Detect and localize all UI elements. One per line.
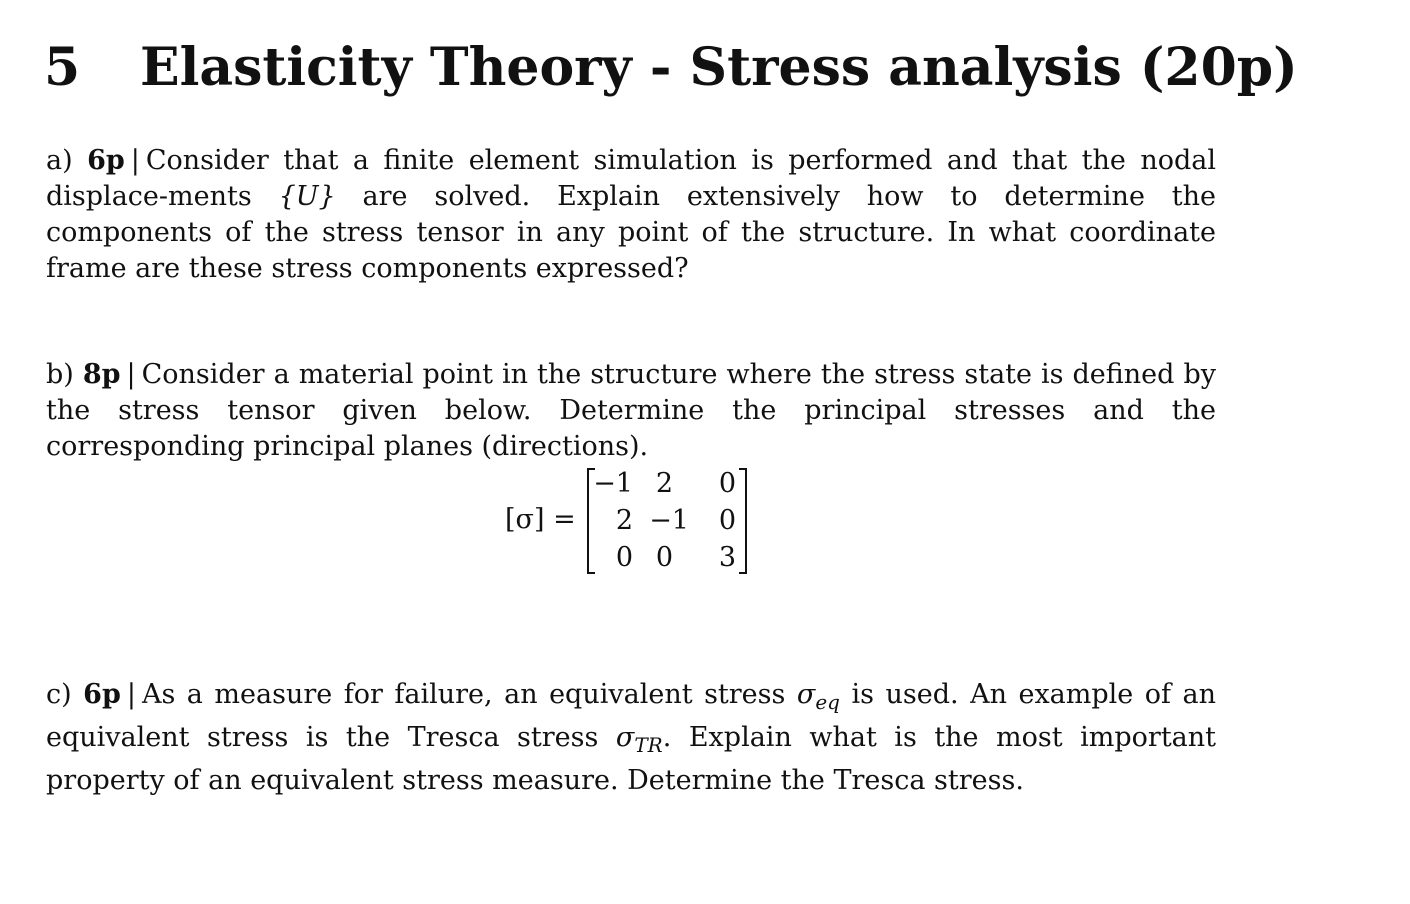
matrix-cell: 0: [718, 505, 736, 536]
question-label: a): [46, 145, 73, 176]
question-b: [46, 357, 1216, 465]
separator: |: [126, 679, 136, 710]
section-number: 5: [44, 37, 81, 98]
question-c: [46, 677, 1216, 799]
equivalent-stress-subscript: eq: [815, 690, 840, 714]
question-points: 6p: [87, 145, 125, 176]
right-bracket: [739, 468, 747, 574]
separator: |: [130, 145, 140, 176]
question-text: Consider a material point in the structure where the stress state is defined by the stress tensor given below. Determine the principal stresses and the corresponding principal planes (directions).: [46, 359, 1216, 462]
question-text: Consider that a finite element simulation is performed and that the nodal displace-ments: [46, 145, 1216, 212]
section-title: Elasticity Theory - Stress analysis (20p): [140, 37, 1298, 98]
question-label: c): [46, 679, 72, 710]
equivalent-stress-symbol: σ: [796, 679, 816, 710]
question-a: [46, 143, 1216, 287]
matrix-cell: 2: [615, 505, 633, 536]
tresca-stress-subscript: TR: [634, 733, 663, 757]
matrix-cell: 0: [655, 542, 673, 573]
matrix-cell: 2: [655, 468, 673, 499]
matrix-cell: 3: [718, 542, 736, 573]
question-text: are solved. Explain extensively how to determine the components of the stress tensor in any point of the structure. In what coordinate frame are these stress components expressed?: [46, 181, 1216, 284]
question-label: b): [46, 359, 74, 390]
question-text: As a measure for failure, an equivalent stress: [141, 679, 786, 710]
tresca-stress-symbol: σ: [615, 722, 635, 753]
displacement-vector: {U}: [278, 181, 336, 212]
matrix-cell: 0: [615, 542, 633, 573]
section-heading: [44, 36, 1298, 100]
matrix-cell: 0: [718, 468, 736, 499]
question-points: 6p: [83, 679, 121, 710]
stress-tensor-matrix: [587, 466, 747, 576]
stress-tensor-symbol: [σ] =: [505, 504, 576, 535]
matrix-cell: −1: [649, 505, 689, 536]
matrix-cell: −1: [593, 468, 633, 499]
question-text: is used. An example of an equivalent stress is the Tresca stress: [46, 679, 1217, 753]
separator: |: [126, 359, 136, 390]
question-points: 8p: [82, 359, 121, 390]
question-text: . Explain what is the most important property of an equivalent stress measure. Determine the Tresca stress.: [46, 722, 1217, 796]
